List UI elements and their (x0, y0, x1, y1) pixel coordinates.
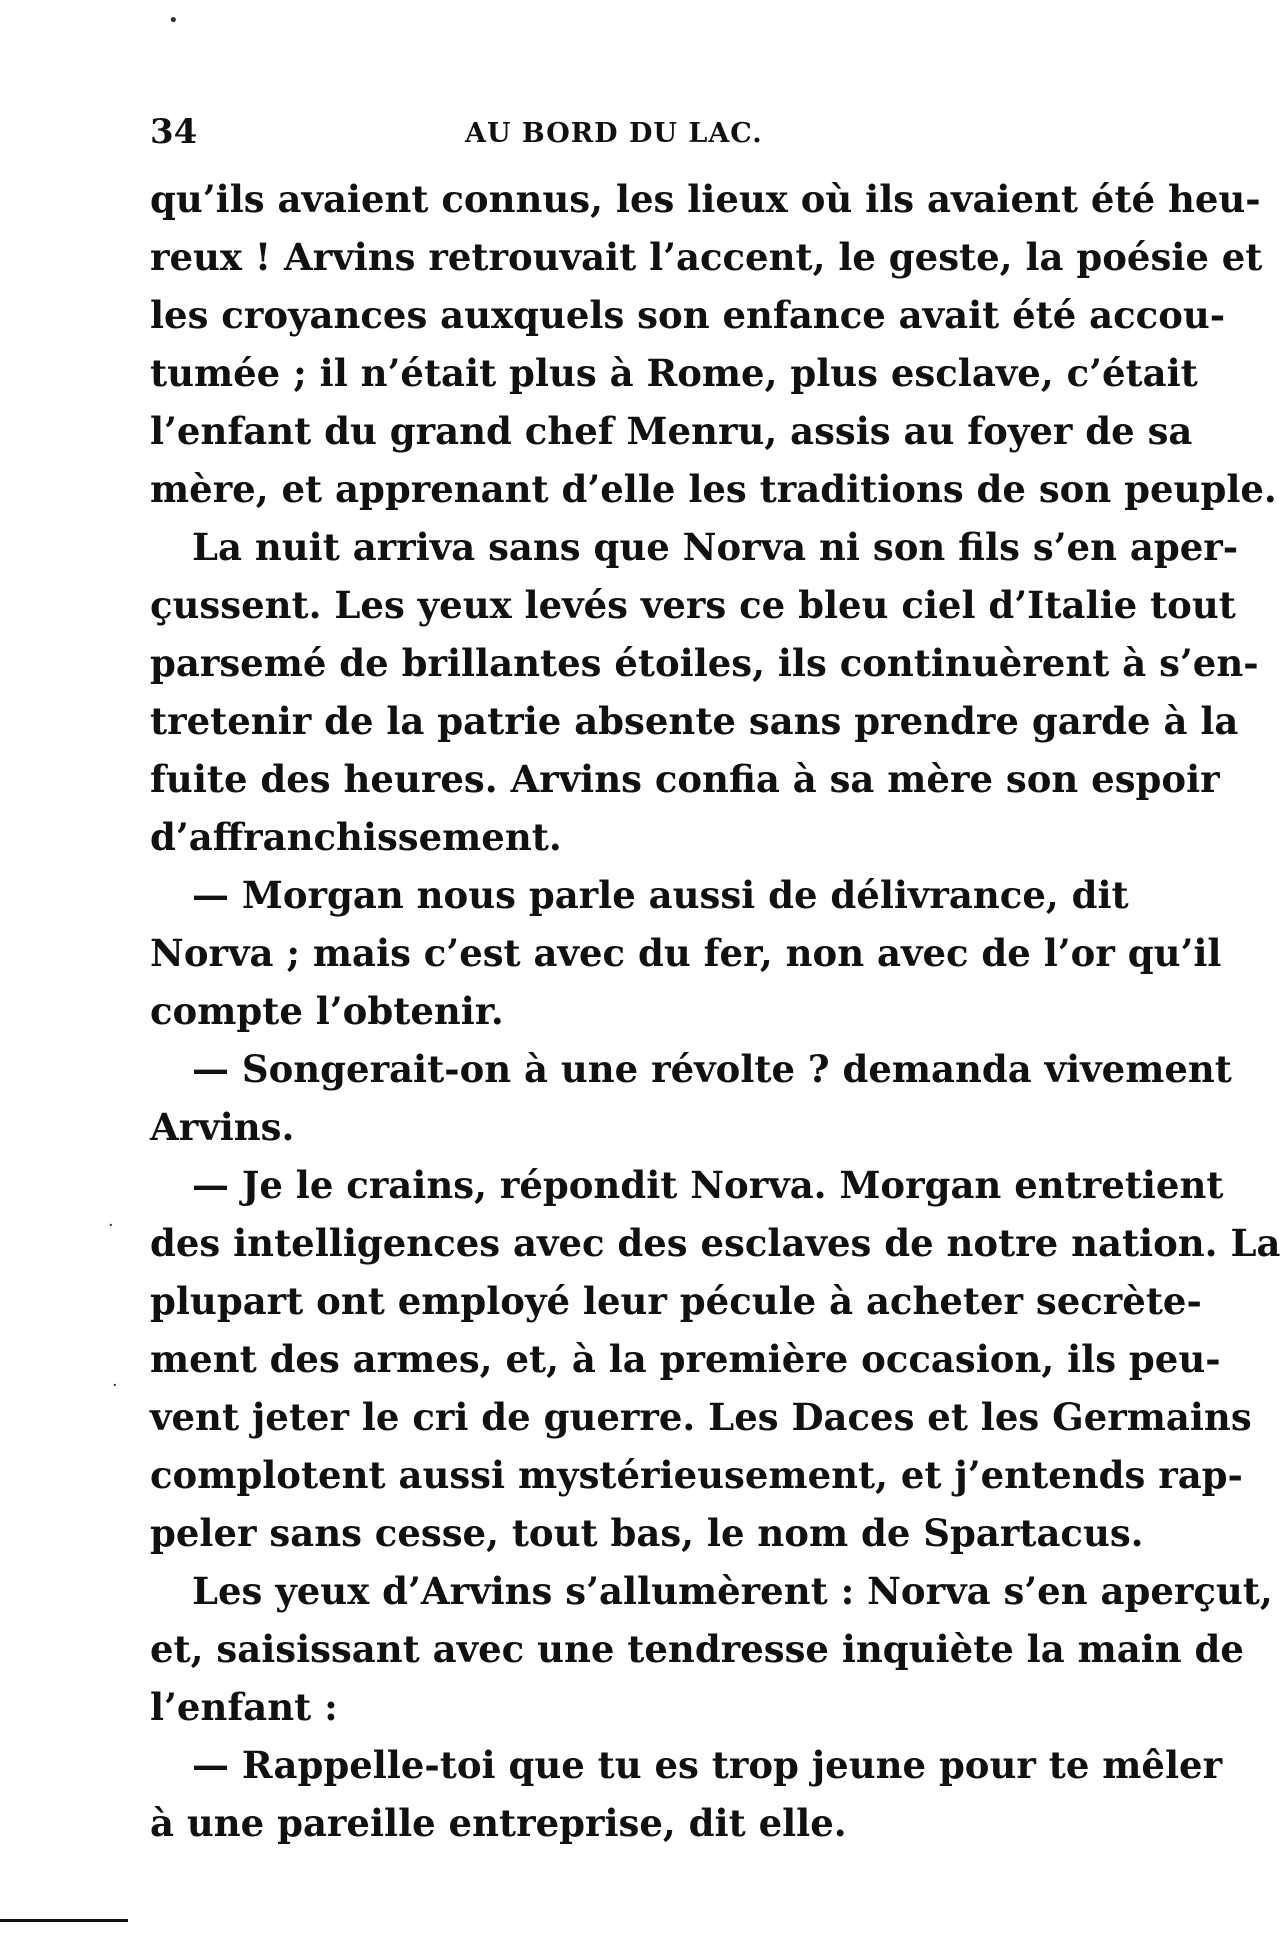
text-line: Arvins. (150, 1105, 295, 1149)
ink-speck: · (108, 1215, 114, 1236)
text-line: çussent. Les yeux levés vers ce bleu ciel d’Italie tout (150, 583, 1236, 627)
ink-speck: • (168, 10, 179, 31)
text-line: reux ! Arvins retrouvait l’accent, le geste, la poésie et (150, 235, 1263, 279)
body-text (150, 170, 1280, 1852)
text-line: les croyances auxquels son enfance avait été accou- (150, 293, 1226, 337)
text-line: complotent aussi mystérieusement, et j’entends rap- (150, 1453, 1243, 1497)
text-line: à une pareille entreprise, dit elle. (150, 1801, 847, 1845)
page-number: 34 (150, 112, 198, 152)
dialogue-line: — Morgan nous parle aussi de délivrance, dit (192, 873, 1129, 917)
text-line: compte l’obtenir. (150, 989, 504, 1033)
text-line: mère, et apprenant d’elle les traditions de son peuple. (150, 467, 1277, 511)
text-line: fuite des heures. Arvins confia à sa mère son espoir (150, 757, 1220, 801)
text-line: tumée ; il n’était plus à Rome, plus esclave, c’était (150, 351, 1198, 395)
text-line: ment des armes, et, à la première occasion, ils peu- (150, 1337, 1221, 1381)
text-line: d’affranchissement. (150, 815, 562, 859)
dialogue-line: — Songerait-on à une révolte ? demanda vivement (192, 1047, 1232, 1091)
text-line: vent jeter le cri de guerre. Les Daces et les Germains (150, 1395, 1252, 1439)
paragraph-start-line: Les yeux d’Arvins s’allumèrent : Norva s’en aperçut, (192, 1569, 1273, 1613)
text-line: et, saisissant avec une tendresse inquiète la main de (150, 1627, 1244, 1671)
bottom-rule (0, 1919, 128, 1922)
text-line: parsemé de brillantes étoiles, ils continuèrent à s’en- (150, 641, 1259, 685)
text-line: qu’ils avaient connus, les lieux où ils avaient été heu- (150, 177, 1261, 221)
text-line: peler sans cesse, tout bas, le nom de Spartacus. (150, 1511, 1144, 1555)
running-title: AU BORD DU LAC. (465, 118, 763, 149)
text-line: tretenir de la patrie absente sans prendre garde à la (150, 699, 1239, 743)
page-header (150, 112, 970, 152)
dialogue-line: — Je le crains, répondit Norva. Morgan entretient (192, 1163, 1224, 1207)
text-line: plupart ont employé leur pécule à acheter secrète- (150, 1279, 1202, 1323)
text-line: l’enfant : (150, 1685, 338, 1729)
text-line: des intelligences avec des esclaves de notre nation. La (150, 1221, 1280, 1265)
text-line: Norva ; mais c’est avec du fer, non avec de l’or qu’il (150, 931, 1222, 975)
dialogue-line: — Rappelle-toi que tu es trop jeune pour te mêler (192, 1743, 1223, 1787)
text-line: l’enfant du grand chef Menru, assis au foyer de sa (150, 409, 1193, 453)
ink-speck: · (112, 1375, 118, 1396)
paragraph-start-line: La nuit arriva sans que Norva ni son fils s’en aper- (192, 525, 1239, 569)
